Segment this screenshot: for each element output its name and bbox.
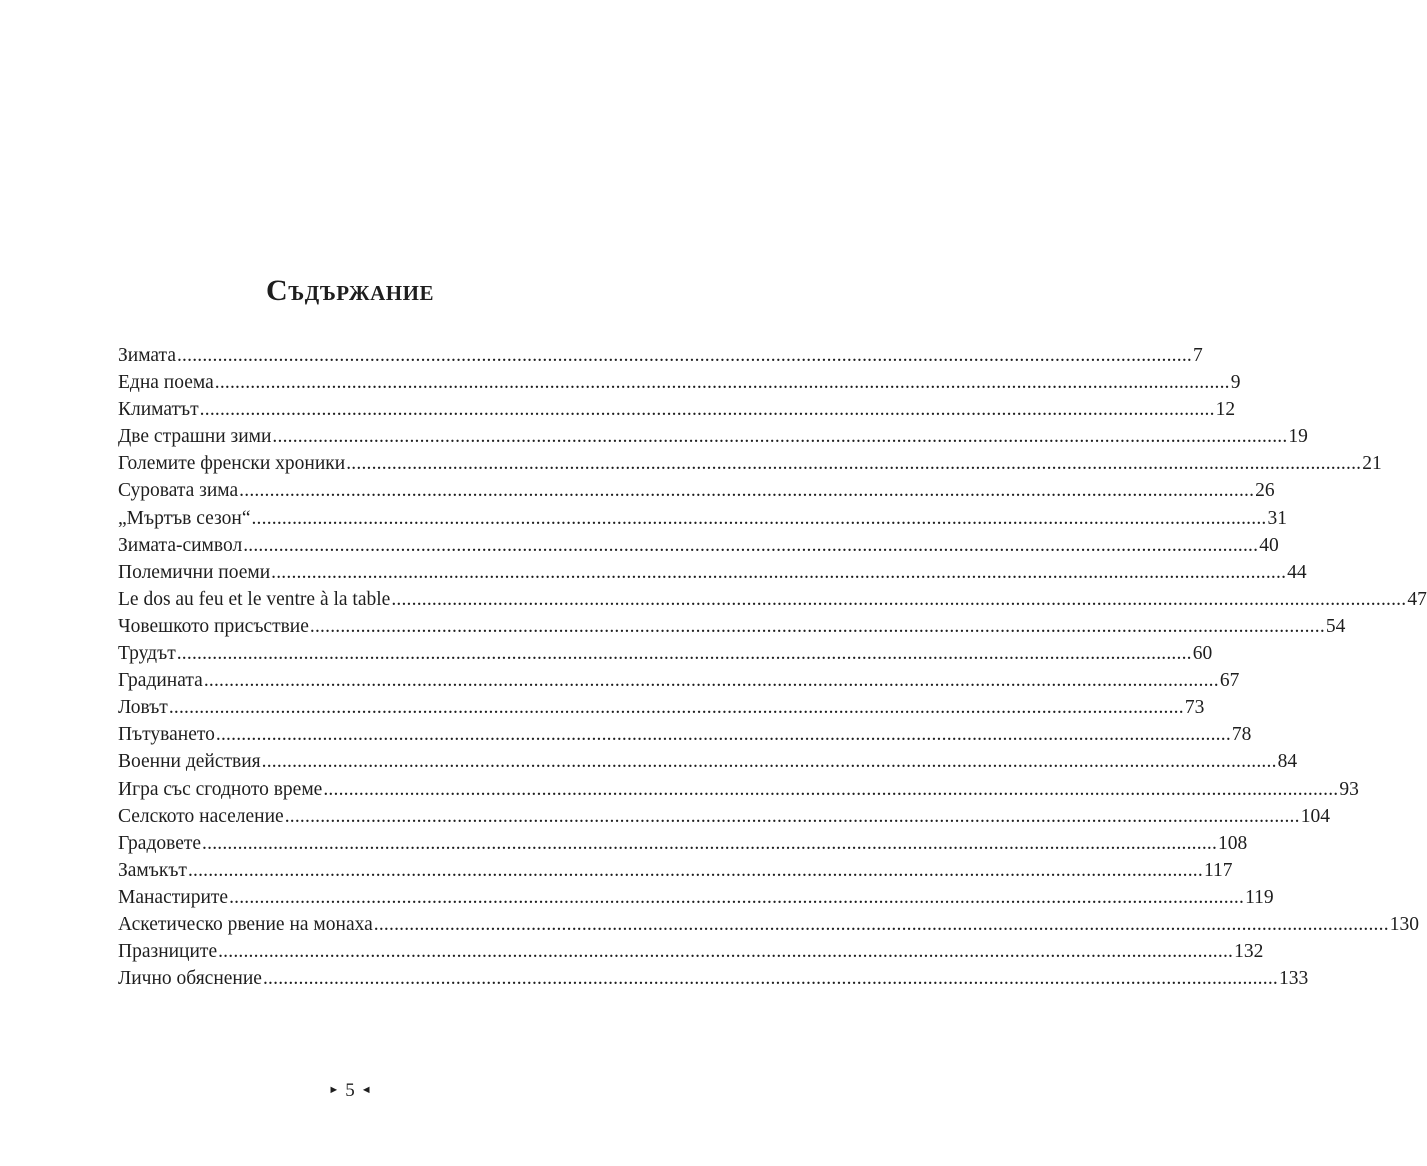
toc-entry-title: Празниците	[118, 941, 218, 963]
right-pointer-icon: ►	[328, 1084, 340, 1096]
page-title: Съдържание	[266, 274, 434, 308]
toc-entry	[118, 694, 1205, 721]
dot-leader: ........................................................................................................................................................................................................	[168, 697, 1184, 719]
dot-leader: ........................................................................................................................................................................................................	[176, 345, 1192, 366]
toc-entry	[118, 342, 1203, 369]
toc-entry-page: 26	[1255, 480, 1275, 502]
toc-entry-title: Градовете	[118, 832, 202, 854]
dot-leader: ........................................................................................................................................................................................................	[373, 913, 1389, 935]
toc-entry	[118, 911, 1420, 938]
toc-entry	[118, 748, 1298, 775]
toc-entry-page: 93	[1339, 778, 1359, 800]
dot-leader: ........................................................................................................................................................................................................	[271, 561, 1287, 583]
toc-entry	[118, 965, 1309, 992]
toc-entry-page: 7	[1192, 345, 1203, 366]
toc-entry-title: Лично обяснение	[118, 968, 262, 990]
toc-entry-title: „Мъртъв сезон“	[118, 507, 251, 529]
toc-entry-title: Селското население	[118, 805, 284, 827]
toc-entry-title: Игра със сгодното време	[118, 778, 323, 800]
toc-entry	[118, 830, 1248, 857]
toc-entry-title: Манастирите	[118, 886, 229, 908]
dot-leader: ........................................................................................................................................................................................................	[176, 643, 1192, 665]
dot-leader: ........................................................................................................................................................................................................	[262, 968, 1278, 990]
dot-leader: ........................................................................................................................................................................................................	[187, 859, 1203, 881]
toc-entry-page: 67	[1219, 670, 1240, 692]
toc-entry	[118, 423, 1308, 450]
dot-leader: ........................................................................................................................................................................................................	[346, 453, 1362, 475]
toc-entry	[118, 559, 1307, 586]
toc-entry-title: Градината	[118, 670, 203, 692]
toc-entry-title: Аскетическо рвение на монаха	[118, 913, 373, 935]
toc-entry-page: 47	[1407, 588, 1427, 610]
toc-entry-page: 9	[1230, 372, 1241, 394]
toc-entry-title: Климатът	[118, 399, 199, 421]
toc-entry-title: Замъкът	[118, 859, 187, 881]
toc-entry-page: 133	[1278, 968, 1309, 990]
toc-entry-page: 73	[1184, 697, 1205, 719]
dot-leader: ........................................................................................................................................................................................................	[284, 805, 1300, 827]
toc-entry	[118, 938, 1264, 965]
toc-entry-title: Военни действия	[118, 751, 261, 773]
dot-leader: ........................................................................................................................................................................................................	[229, 886, 1245, 908]
toc-entry-page: 104	[1300, 805, 1330, 827]
toc-entry-page: 12	[1215, 399, 1236, 421]
toc-entry	[118, 396, 1236, 423]
toc-entry	[118, 857, 1233, 884]
toc-entry-title: Една поема	[118, 372, 214, 394]
dot-leader: ........................................................................................................................................................................................................	[323, 778, 1339, 800]
page-number-value: 5	[345, 1080, 355, 1101]
toc-entry-page: 44	[1287, 561, 1307, 583]
toc-entry-title: Трудът	[118, 643, 176, 665]
toc-entry-title: Зимата	[118, 345, 176, 366]
dot-leader: ........................................................................................................................................................................................................	[202, 832, 1218, 854]
dot-leader: ........................................................................................................................................................................................................	[214, 372, 1230, 394]
dot-leader: ........................................................................................................................................................................................................	[215, 724, 1231, 746]
dot-leader: ........................................................................................................................................................................................................	[243, 534, 1259, 556]
toc-entry-title: Пътуването	[118, 724, 215, 746]
dot-leader: ........................................................................................................................................................................................................	[218, 941, 1234, 963]
dot-leader: ........................................................................................................................................................................................................	[203, 670, 1219, 692]
toc-entry	[118, 586, 1427, 613]
toc-entry-title: Ловът	[118, 697, 168, 719]
toc-entry-page: 19	[1288, 426, 1308, 448]
toc-entry-title: Полемични поеми	[118, 561, 271, 583]
toc-entry-page: 119	[1245, 886, 1274, 908]
toc-entry-page: 21	[1362, 453, 1382, 475]
toc-entry-page: 130	[1389, 913, 1420, 935]
toc-entry	[118, 369, 1241, 396]
dot-leader: ........................................................................................................................................................................................................	[261, 751, 1277, 773]
toc-entry	[118, 477, 1275, 504]
toc-entry-title: Две страшни зими	[118, 426, 272, 448]
table-of-contents	[118, 342, 1427, 992]
toc-entry	[118, 667, 1240, 694]
toc-entry	[118, 613, 1346, 640]
toc-entry	[118, 532, 1279, 559]
toc-entry-title: Човешкото присъствие	[118, 615, 309, 637]
dot-leader: ........................................................................................................................................................................................................	[199, 399, 1215, 421]
toc-entry-page: 84	[1277, 751, 1298, 773]
toc-entry	[118, 884, 1274, 911]
toc-entry	[118, 450, 1382, 477]
toc-entry-page: 132	[1234, 941, 1264, 963]
dot-leader: ........................................................................................................................................................................................................	[239, 480, 1255, 502]
toc-entry	[118, 721, 1252, 748]
toc-entry-page: 40	[1259, 534, 1279, 556]
toc-entry-page: 117	[1203, 859, 1233, 881]
toc-entry-title: Зимата-символ	[118, 534, 243, 556]
toc-entry-title: Суровата зима	[118, 480, 239, 502]
toc-entry-page: 54	[1325, 615, 1346, 637]
toc-entry	[118, 505, 1287, 532]
toc-entry	[118, 776, 1359, 803]
page-number	[0, 1080, 700, 1102]
toc-entry-page: 60	[1192, 643, 1213, 665]
toc-entry	[118, 640, 1213, 667]
dot-leader: ........................................................................................................................................................................................................	[391, 588, 1407, 610]
toc-entry-page: 108	[1218, 832, 1248, 854]
left-pointer-icon: ◄	[360, 1084, 372, 1096]
toc-entry-page: 78	[1231, 724, 1252, 746]
dot-leader: ........................................................................................................................................................................................................	[272, 426, 1288, 448]
toc-entry-title: Le dos au feu et le ventre à la table	[118, 588, 391, 610]
toc-entry	[118, 803, 1330, 830]
dot-leader: ........................................................................................................................................................................................................	[251, 507, 1267, 529]
dot-leader: ........................................................................................................................................................................................................	[309, 615, 1325, 637]
toc-entry-page: 31	[1267, 507, 1287, 529]
toc-entry-title: Големите френски хроники	[118, 453, 346, 475]
